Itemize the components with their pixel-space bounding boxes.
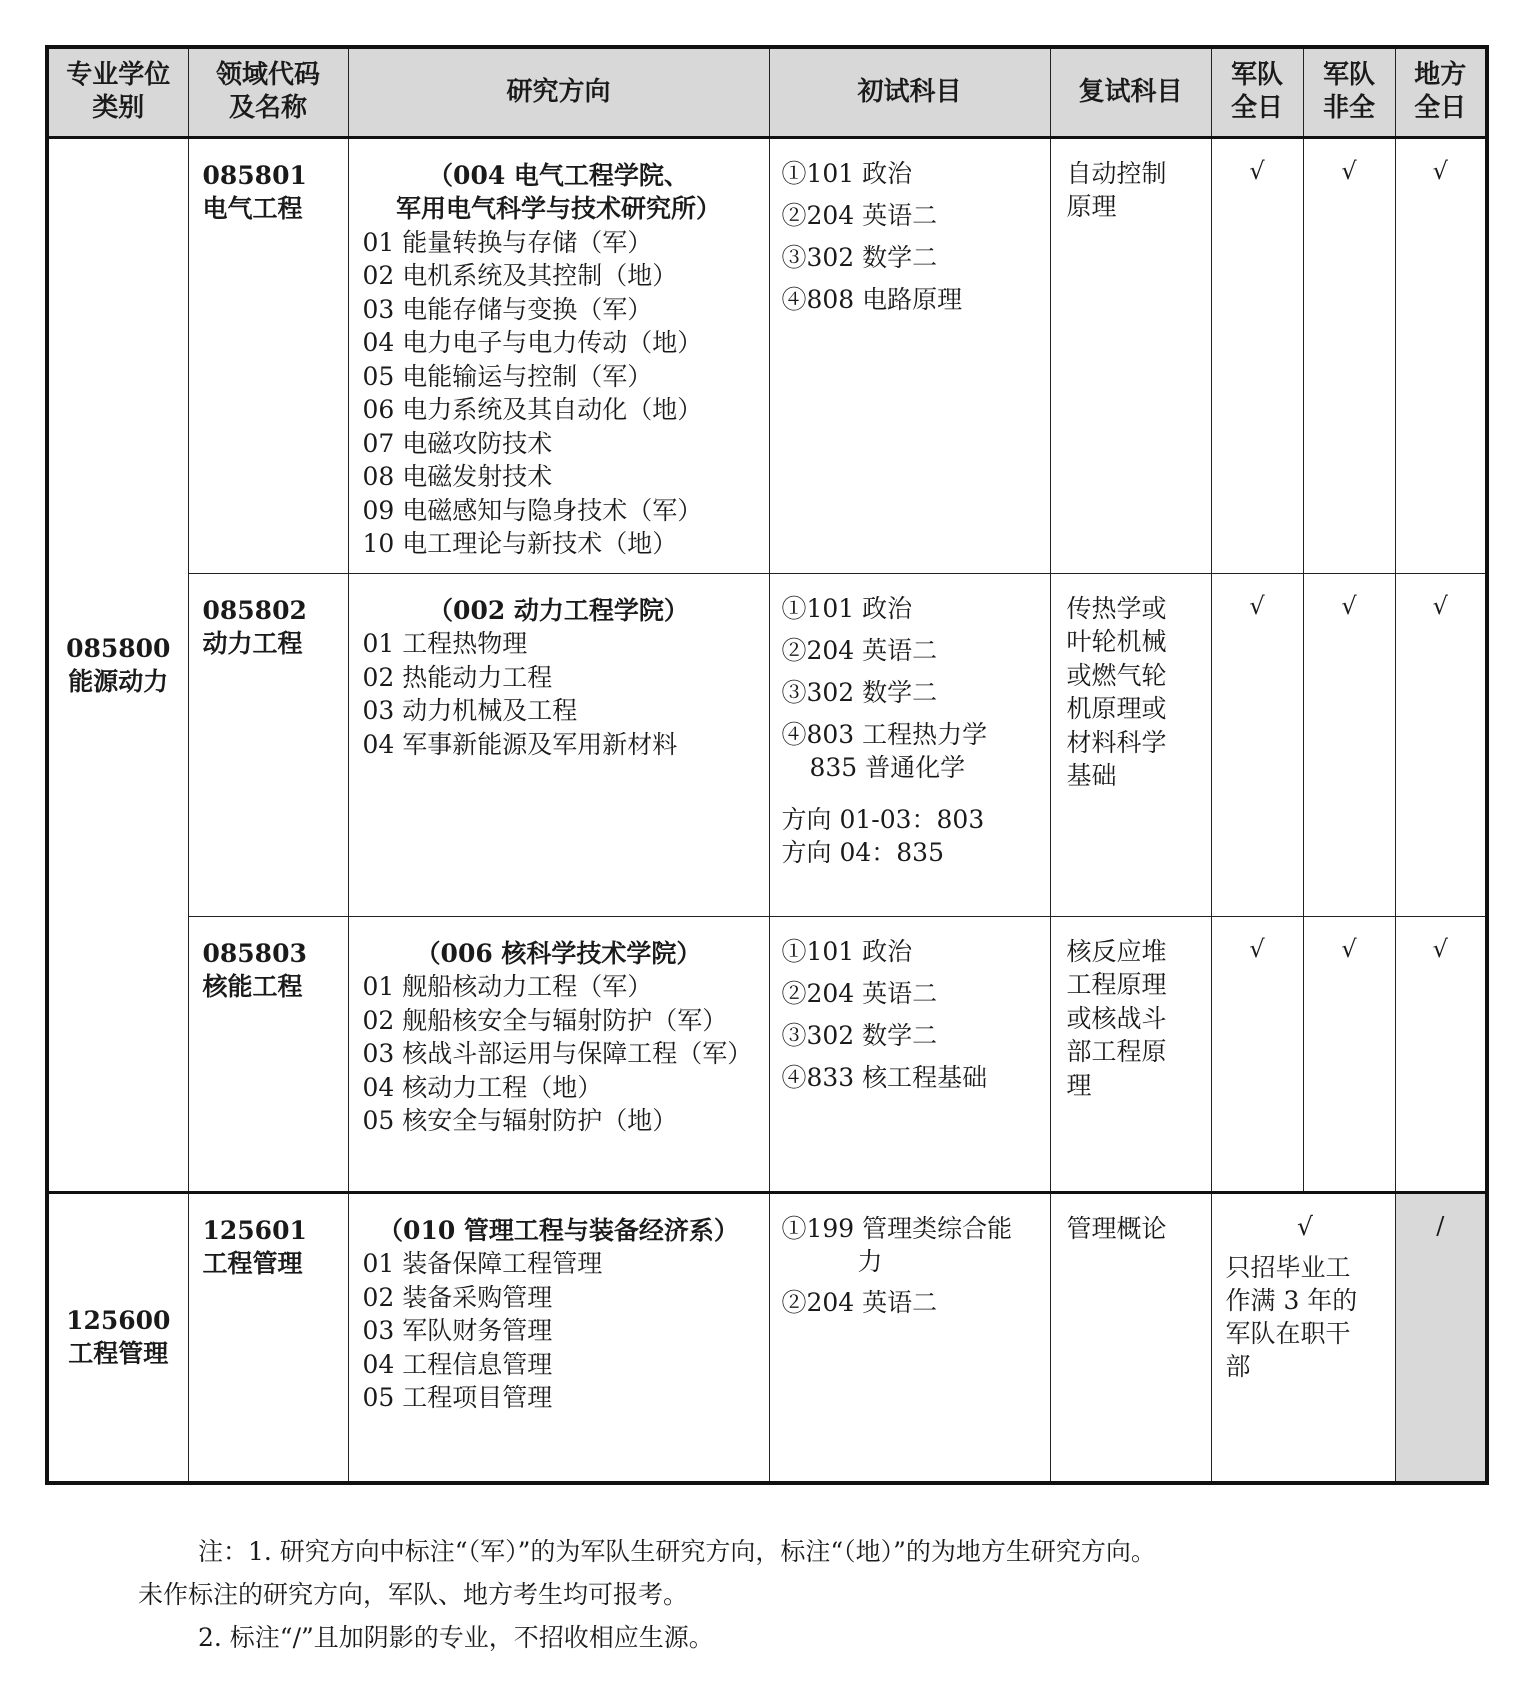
- exam-item: ③302 数学二: [781, 242, 938, 272]
- retest-cell: 管理概论: [1050, 1192, 1211, 1483]
- category-code: 125600: [66, 1306, 171, 1336]
- direction-item: 04 军事新能源及军用新材料: [362, 729, 678, 759]
- exam-cell: [769, 573, 1050, 916]
- footnote-1-cont: 未作标注的研究方向，军队、地方考生均可报考。: [138, 1580, 689, 1609]
- exam-item: ①101 政治: [781, 158, 913, 188]
- field-name: 工程管理: [202, 1248, 303, 1278]
- direction-item: 02 热能动力工程: [362, 662, 553, 692]
- footnote-1: 注：1. 研究方向中标注“（军）”的为军队生研究方向，标注“（地）”的为地方生研究方向。: [198, 1537, 1156, 1566]
- direction-item: 05 核安全与辐射防护（地）: [362, 1106, 678, 1135]
- direction-item: 03 军队财务管理: [362, 1316, 553, 1345]
- military-fulltime-mark: √: [1211, 916, 1303, 1192]
- table-row: [47, 137, 1487, 573]
- header-local-fulltime: 地方 全日: [1395, 47, 1487, 137]
- direction-cell: [348, 916, 769, 1192]
- direction-item: 05 电能输运与控制（军）: [362, 361, 653, 391]
- retest-cell: 自动控制 原理: [1050, 137, 1211, 573]
- field-code: 085801: [202, 160, 307, 190]
- direction-item: 09 电磁感知与隐身技术（军）: [362, 495, 703, 525]
- school-name: 军用电气科学与技术研究所）: [395, 194, 721, 223]
- field-code: 125601: [202, 1215, 307, 1245]
- exam-item: ①101 政治: [781, 936, 913, 966]
- exam-item-wrap: 力: [857, 1246, 883, 1276]
- direction-cell: [348, 1192, 769, 1483]
- military-mark: √: [1297, 1211, 1313, 1241]
- school-name: （004 电气工程学院、: [428, 160, 689, 190]
- exam-item: ①101 政治: [781, 593, 913, 623]
- exam-item: ②204 英语二: [781, 635, 938, 665]
- direction-item: 04 工程信息管理: [362, 1349, 553, 1379]
- footnote-2: 2. 标注“/”且加阴影的专业，不招收相应生源。: [198, 1623, 714, 1652]
- retest-cell: 传热学或 叶轮机械 或燃气轮 机原理或 材料科学 基础: [1050, 573, 1211, 916]
- direction-cell: [348, 573, 769, 916]
- category-cell: [47, 137, 188, 1192]
- direction-item: 10 电工理论与新技术（地）: [362, 529, 678, 558]
- header-military-parttime: 军队 非全: [1303, 47, 1395, 137]
- header-category: 专业学位 类别: [47, 47, 188, 137]
- header-direction: 研究方向: [348, 47, 769, 137]
- direction-item: 05 工程项目管理: [362, 1383, 553, 1412]
- exam-cell: [769, 916, 1050, 1192]
- exam-note: 方向 01-03：803 方向 04：835: [781, 804, 985, 867]
- exam-cell: [769, 137, 1050, 573]
- direction-item: 02 电机系统及其控制（地）: [362, 261, 678, 290]
- direction-item: 07 电磁攻防技术: [362, 428, 553, 458]
- field-cell: [188, 137, 348, 573]
- military-fulltime-mark: √: [1211, 573, 1303, 916]
- table-row: [47, 1192, 1487, 1483]
- field-code: 085802: [202, 595, 307, 625]
- admissions-table: [45, 45, 1489, 1485]
- exam-alternative: 835 普通化学: [809, 752, 966, 782]
- footnotes: [138, 1530, 1478, 1659]
- military-parttime-mark: √: [1303, 137, 1395, 573]
- exam-item: ④833 核工程基础: [781, 1062, 988, 1092]
- exam-item: ③302 数学二: [781, 677, 938, 707]
- direction-item: 02 装备采购管理: [362, 1282, 553, 1312]
- exam-item: ④808 电路原理: [781, 284, 963, 314]
- header-military-fulltime: 军队 全日: [1211, 47, 1303, 137]
- local-fulltime-mark: /: [1395, 1192, 1487, 1483]
- direction-item: 03 动力机械及工程: [362, 696, 578, 725]
- exam-item: ①199 管理类综合能: [781, 1213, 1013, 1243]
- field-cell: [188, 1192, 348, 1483]
- exam-item: ②204 英语二: [781, 978, 938, 1008]
- military-restriction: 只招毕业工 作满 3 年的 军队在职干 部: [1225, 1252, 1358, 1381]
- header-row: [47, 47, 1487, 137]
- military-merged-cell: [1211, 1192, 1395, 1483]
- school-name: （006 核科学技术学院）: [415, 938, 702, 968]
- exam-item: ③302 数学二: [781, 1020, 938, 1050]
- local-fulltime-mark: √: [1395, 916, 1487, 1192]
- direction-item: 04 电力电子与电力传动（地）: [362, 328, 703, 357]
- field-name: 核能工程: [202, 971, 303, 1001]
- category-code: 085800: [66, 633, 171, 663]
- direction-item: 08 电磁发射技术: [362, 462, 553, 491]
- exam-item: ④803 工程热力学: [781, 719, 988, 749]
- category-name: 工程管理: [68, 1339, 169, 1369]
- exam-item: ②204 英语二: [781, 1287, 938, 1317]
- field-cell: [188, 573, 348, 916]
- direction-item: 03 核战斗部运用与保障工程（军）: [362, 1039, 753, 1068]
- direction-item: 03 电能存储与变换（军）: [362, 294, 653, 324]
- header-exam: 初试科目: [769, 47, 1050, 137]
- exam-item: ②204 英语二: [781, 200, 938, 230]
- direction-item: 06 电力系统及其自动化（地）: [362, 395, 703, 424]
- military-parttime-mark: √: [1303, 573, 1395, 916]
- field-code: 085803: [202, 938, 307, 968]
- direction-item: 01 装备保障工程管理: [362, 1249, 603, 1278]
- category-name: 能源动力: [68, 666, 169, 696]
- direction-cell: [348, 137, 769, 573]
- header-retest: 复试科目: [1050, 47, 1211, 137]
- direction-item: 01 能量转换与存储（军）: [362, 227, 653, 257]
- school-name: （002 动力工程学院）: [428, 595, 689, 625]
- direction-item: 01 工程热物理: [362, 629, 528, 658]
- direction-item: 02 舰船核安全与辐射防护（军）: [362, 1005, 728, 1035]
- direction-item: 04 核动力工程（地）: [362, 1072, 603, 1102]
- school-name: （010 管理工程与装备经济系）: [378, 1215, 739, 1245]
- exam-cell: [769, 1192, 1050, 1483]
- field-name: 动力工程: [202, 628, 303, 658]
- table-row: [47, 573, 1487, 916]
- direction-item: 01 舰船核动力工程（军）: [362, 972, 653, 1001]
- military-parttime-mark: √: [1303, 916, 1395, 1192]
- field-name: 电气工程: [202, 193, 303, 223]
- local-fulltime-mark: √: [1395, 573, 1487, 916]
- table-row: [47, 916, 1487, 1192]
- retest-cell: 核反应堆 工程原理 或核战斗 部工程原 理: [1050, 916, 1211, 1192]
- category-cell: [47, 1192, 188, 1483]
- military-fulltime-mark: √: [1211, 137, 1303, 573]
- field-cell: [188, 916, 348, 1192]
- local-fulltime-mark: √: [1395, 137, 1487, 573]
- header-field: 领域代码 及名称: [188, 47, 348, 137]
